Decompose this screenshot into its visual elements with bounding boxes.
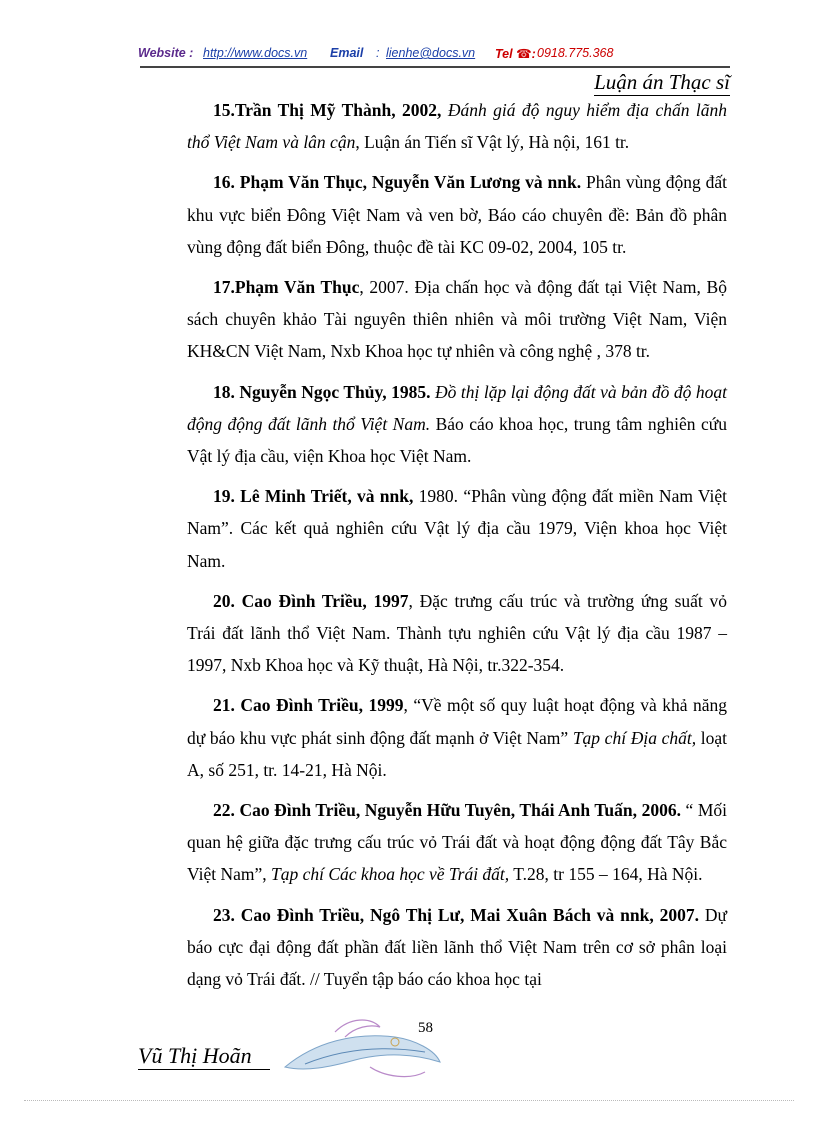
reference-item: 22. Cao Đình Triều, Nguyễn Hữu Tuyên, Thái Anh Tuấn, 2006. “ Mối quan hệ giữa đặc trưng cấu trúc vỏ Trái đất và hoạt động động đất Tây Bắc Việt Nam”, Tạp chí Các khoa học về Trái đất, T.28, tr 155 – 164, Hà Nội.: [187, 800, 727, 885]
ref-number: 16.: [213, 172, 240, 193]
ref-author: Cao Đình Triều, 1997: [241, 590, 409, 611]
tel-label: Tel ☎:: [495, 47, 536, 61]
reference-list: [187, 94, 727, 1003]
reference-item: 20. Cao Đình Triều, 1997, Đặc trưng cấu trúc và trường ứng suất vỏ Trái đất lãnh thổ Việt Nam. Thành tựu nghiên cứu Vật lý địa cầu 1987 – 1997, Nxb Khoa học và Kỹ thuật, Hà Nội, tr.322-354.: [187, 590, 728, 676]
ref-title: Đánh giá độ nguy hiểm địa chấn lãnh thổ Việt Nam và lân cận: [187, 100, 728, 153]
reference-item: 23. Cao Đình Triều, Ngô Thị Lư, Mai Xuân Bách và nnk, 2007. Dự báo cực đại động đất phần đất liền lãnh thổ Việt Nam trên cơ sở phân loại dạng vỏ Trái đất. // Tuyển tập báo cáo khoa học tại: [187, 904, 728, 990]
reference-item: 15.Trần Thị Mỹ Thành, 2002, Đánh giá độ nguy hiểm địa chấn lãnh thổ Việt Nam và lân cận, Luận án Tiến sĩ Vật lý, Hà nội, 161 tr.: [187, 100, 728, 153]
ref-author: Cao Đình Triều, Ngô Thị Lư, Mai Xuân Bách và nnk, 2007.: [240, 904, 700, 925]
ref-number: 19.: [213, 486, 241, 507]
page-number: 58: [418, 1020, 433, 1036]
ref-author: Nguyễn Ngọc Thủy, 1985.: [239, 381, 431, 402]
ref-title: Tạp chí Địa chất,: [572, 727, 697, 748]
reference-item: 19. Lê Minh Triết, và nnk, 1980. “Phân vùng động đất miền Nam Việt Nam”. Các kết quả nghiên cứu Vật lý địa cầu 1979, Viện khoa học Việt Nam.: [187, 486, 727, 571]
author-name: Vũ Thị Hoãn: [138, 1043, 270, 1070]
email-separator: :: [376, 46, 380, 60]
ref-number: 18.: [213, 381, 240, 402]
reference-item: 21. Cao Đình Triều, 1999, “Về một số quy luật hoạt động và khả năng dự báo khu vực phát sinh động đất mạnh ở Việt Nam” Tạp chí Địa chất, loạt A, số 251, tr. 14-21, Hà Nội.: [187, 695, 728, 780]
website-label: Website :: [138, 46, 194, 60]
thesis-label: Luận án Thạc sĩ: [594, 70, 730, 94]
ref-author: Trần Thị Mỹ Thành, 2002,: [234, 100, 442, 120]
ref-number: 15.: [213, 100, 235, 120]
reference-item: 17.Phạm Văn Thục, 2007. Địa chấn học và động đất tại Việt Nam, Bộ sách chuyên khảo Tài nguyên thiên nhiên và môi trường Việt Nam, Viện KH&CN Việt Nam, Nxb Khoa học tự nhiên và công nghệ , 378 tr.: [187, 277, 727, 362]
ref-author: Cao Đình Triều, Nguyễn Hữu Tuyên, Thái Anh Tuấn, 2006.: [239, 800, 681, 821]
ref-author: Phạm Văn Thục, Nguyễn Văn Lương và nnk.: [239, 172, 582, 193]
website-link[interactable]: http://www.docs.vn: [203, 46, 308, 60]
site-header: [0, 46, 816, 68]
ref-author: Phạm Văn Thục: [234, 277, 360, 298]
header-rule: [140, 66, 730, 68]
email-label: Email: [330, 46, 364, 60]
tel-number: 0918.775.368: [537, 46, 614, 60]
reference-item: 16. Phạm Văn Thục, Nguyễn Văn Lương và nnk. Phân vùng động đất khu vực biển Đông Việt Nam và ven bờ, Báo cáo chuyên đề: Bản đồ phân vùng động đất biển Đông, thuộc đề tài KC 09-02, 2004, 105 tr.: [187, 172, 727, 257]
ref-number: 22.: [213, 800, 240, 821]
ref-number: 21.: [213, 695, 241, 716]
ref-author: Cao Đình Triều, 1999: [240, 695, 404, 716]
ref-number: 20.: [213, 590, 242, 611]
bottom-rule: [24, 1100, 794, 1101]
ref-title: Tạp chí Các khoa học về Trái đất,: [271, 864, 510, 885]
ref-number: 17.: [213, 277, 235, 298]
reference-item: 18. Nguyễn Ngọc Thủy, 1985. Đồ thị lặp lại động đất và bản đồ độ hoạt động động đất lãnh thổ Việt Nam. Báo cáo khoa học, trung tâm nghiên cứu Vật lý địa cầu, viện Khoa học Việt Nam.: [187, 381, 728, 467]
ref-number: 23.: [213, 904, 241, 925]
email-link[interactable]: lienhe@docs.vn: [386, 46, 476, 60]
ref-title: Đồ thị lặp lại động đất và bản đồ độ hoạt động động đất lãnh thổ Việt Nam.: [187, 381, 728, 434]
feather-ornament-icon: [275, 1012, 450, 1087]
ref-author: Lê Minh Triết, và nnk,: [240, 486, 414, 507]
